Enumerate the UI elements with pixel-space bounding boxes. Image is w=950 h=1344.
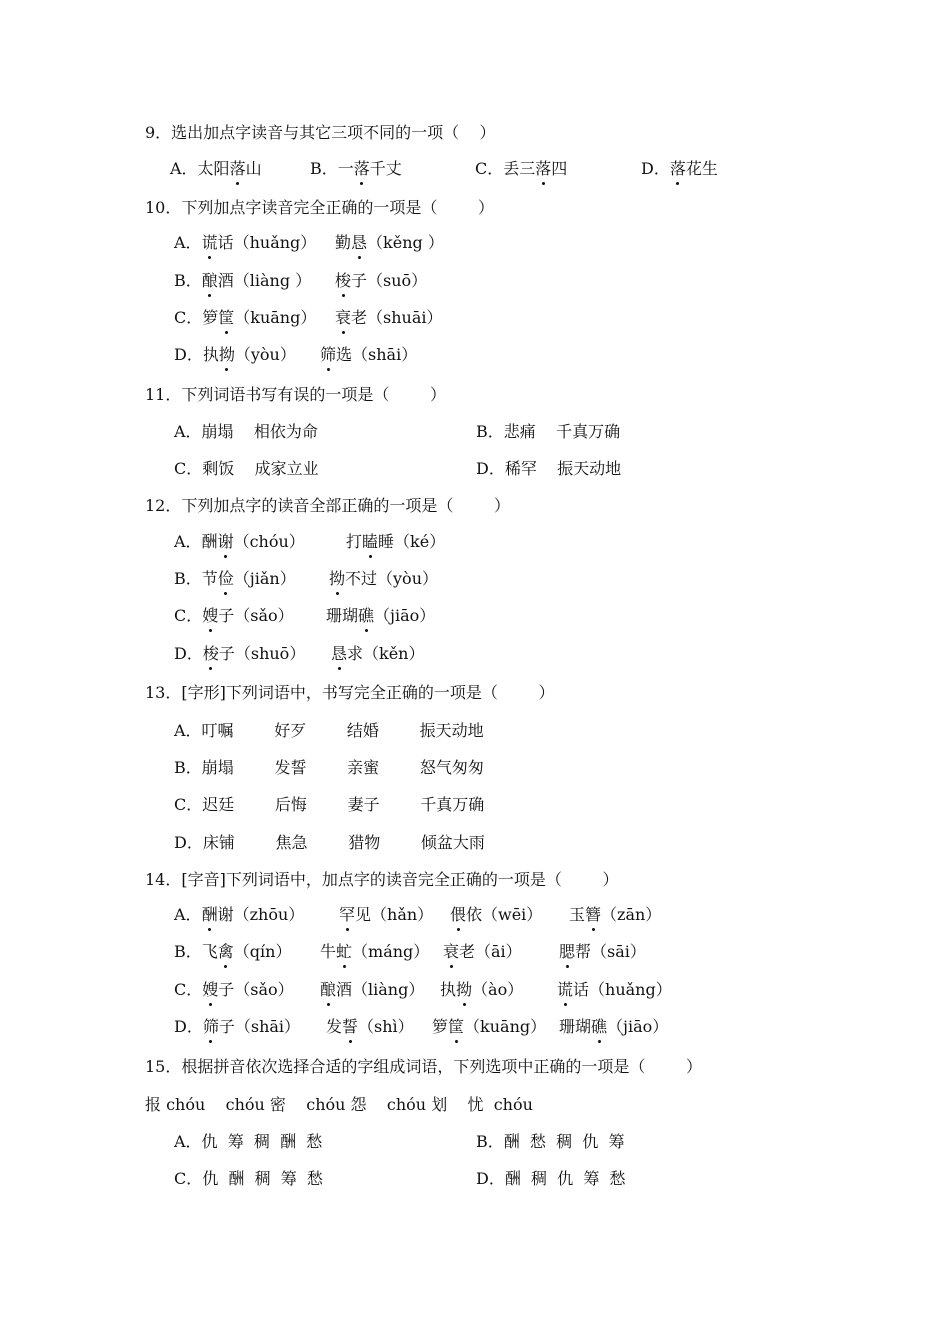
q14-option-a-1 bbox=[174, 904, 304, 926]
emphasized-char: 恳 bbox=[331, 644, 348, 663]
emphasized-char: 罕 bbox=[339, 905, 356, 924]
option-text: （jiāo） bbox=[607, 1017, 669, 1036]
q9-option-d bbox=[641, 158, 718, 180]
option-text: （jiǎn） bbox=[233, 569, 296, 588]
option-text: C．箩 bbox=[174, 308, 219, 327]
option-text: A．酬 bbox=[174, 532, 218, 551]
option-text: 睡（ké） bbox=[378, 532, 446, 551]
option-text: A．叮嘱 好歹 结婚 振天动地 bbox=[174, 721, 484, 740]
q15-option-c bbox=[174, 1168, 323, 1190]
q12-option-b-1 bbox=[174, 568, 296, 590]
q13-option-d bbox=[174, 832, 485, 854]
q12-option-c-1 bbox=[174, 605, 294, 627]
option-text: 话（huǎng） bbox=[217, 233, 317, 252]
option-text: D．床铺 焦急 猎物 倾盆大雨 bbox=[174, 833, 485, 852]
q13-stem: 13．[字形]下列词语中，书写完全正确的一项是（ ） bbox=[145, 683, 555, 702]
option-text: （zān） bbox=[601, 905, 662, 924]
option-text: 依（wēi） bbox=[466, 905, 543, 924]
option-text: C．丢三 bbox=[475, 159, 536, 178]
option-text: C． bbox=[174, 980, 203, 999]
emphasized-char: 禽 bbox=[217, 942, 234, 961]
q14-option-c-3 bbox=[440, 979, 523, 1001]
option-text: 子（sǎo） bbox=[218, 606, 294, 625]
q12-option-d-2 bbox=[331, 643, 425, 665]
emphasized-char: 筐 bbox=[448, 1017, 465, 1036]
option-text: A． bbox=[174, 905, 202, 924]
emphasized-char: 酿 bbox=[201, 271, 218, 290]
q14-option-d-4 bbox=[559, 1016, 668, 1038]
q10-option-c-2 bbox=[335, 307, 443, 329]
q15-option-a bbox=[174, 1131, 322, 1153]
option-text: 勤 bbox=[335, 233, 352, 252]
option-text: A．崩塌 相依为命 bbox=[174, 422, 318, 441]
option-text: B．酬 愁 稠 仇 筹 bbox=[476, 1132, 625, 1151]
option-text: 珊瑚 bbox=[326, 606, 359, 625]
emphasized-char: 嫂 bbox=[202, 606, 219, 625]
option-text: 花生 bbox=[685, 159, 718, 178]
q11-stem: 11．下列词语书写有误的一项是（ ） bbox=[145, 385, 447, 404]
q12-option-b-2 bbox=[329, 568, 438, 590]
q12-stem: 12．下列加点字的读音全部正确的一项是（ ） bbox=[145, 496, 511, 515]
q14-option-b-3 bbox=[443, 941, 522, 963]
q14-option-a-4 bbox=[569, 904, 661, 926]
q15-stem: 15．根据拼音依次选择合适的字组成词语，下列选项中正确的一项是（ ） bbox=[145, 1057, 703, 1076]
option-text: B．飞 bbox=[174, 942, 218, 961]
q15-option-b bbox=[476, 1131, 624, 1153]
option-text: A．仇 筹 稠 酬 愁 bbox=[174, 1132, 323, 1151]
option-text: 谢（zhōu） bbox=[217, 905, 305, 924]
q12-option-a-2 bbox=[346, 531, 445, 553]
option-text: 四 bbox=[551, 159, 568, 178]
emphasized-char: 酬 bbox=[201, 905, 218, 924]
option-text: A． bbox=[174, 233, 202, 252]
option-text: （máng） bbox=[352, 942, 430, 961]
option-text: （yòu） bbox=[234, 345, 296, 364]
q10-option-d-2 bbox=[320, 344, 417, 366]
q14-option-d-3 bbox=[432, 1016, 546, 1038]
option-text: C．迟廷 后悔 妻子 千真万确 bbox=[174, 795, 485, 814]
option-text: 发 bbox=[326, 1017, 343, 1036]
option-text: 山 bbox=[245, 159, 262, 178]
option-text: （kěng ） bbox=[367, 233, 444, 252]
option-text: B．悲痛 千真万确 bbox=[476, 422, 621, 441]
option-text: 求（kěn） bbox=[347, 644, 425, 663]
q14-option-d-2 bbox=[326, 1016, 414, 1038]
emphasized-char: 谎 bbox=[557, 980, 574, 999]
q10-option-b-2 bbox=[335, 270, 427, 292]
option-text: C．剩饭 成家立业 bbox=[174, 459, 319, 478]
q9-stem: 9．选出加点字读音与其它三项不同的一项（ ） bbox=[145, 123, 496, 142]
option-text: 珊瑚 bbox=[559, 1017, 592, 1036]
emphasized-char: 虻 bbox=[336, 942, 353, 961]
q10-option-a-1 bbox=[174, 232, 316, 254]
emphasized-char: 礁 bbox=[358, 606, 375, 625]
option-text: 千丈 bbox=[369, 159, 402, 178]
q13-option-b bbox=[174, 757, 484, 779]
emphasized-char: 筐 bbox=[218, 308, 235, 327]
q9-option-c bbox=[475, 158, 567, 180]
option-text: 子（shāi） bbox=[218, 1017, 301, 1036]
emphasized-char: 谢 bbox=[217, 532, 234, 551]
emphasized-char: 拗 bbox=[218, 345, 235, 364]
q10-option-c-1 bbox=[174, 307, 316, 329]
option-text: D． bbox=[641, 159, 670, 178]
emphasized-char: 落 bbox=[353, 159, 370, 178]
option-text: （ào） bbox=[472, 980, 524, 999]
option-text: 执 bbox=[440, 980, 457, 999]
option-text: C． bbox=[174, 606, 203, 625]
emphasized-char: 嫂 bbox=[202, 980, 219, 999]
q14-option-b-2 bbox=[320, 941, 429, 963]
emphasized-char: 拗 bbox=[456, 980, 473, 999]
emphasized-char: 偎 bbox=[450, 905, 467, 924]
option-text: B． bbox=[174, 271, 202, 290]
q10-option-b-1 bbox=[174, 270, 311, 292]
emphasized-char: 梭 bbox=[202, 644, 219, 663]
q13-option-c bbox=[174, 794, 484, 816]
q14-option-b-4 bbox=[559, 941, 646, 963]
q10-option-a-2 bbox=[335, 232, 444, 254]
option-text: 选（shāi） bbox=[336, 345, 418, 364]
option-text: 老（āi） bbox=[459, 942, 522, 961]
option-text: D．稀罕 振天动地 bbox=[476, 459, 622, 478]
option-text: 打 bbox=[346, 532, 363, 551]
q14-option-a-3 bbox=[450, 904, 542, 926]
option-text: （kuāng） bbox=[234, 308, 317, 327]
option-text: 箩 bbox=[432, 1017, 449, 1036]
emphasized-char: 梭 bbox=[335, 271, 352, 290]
q14-option-b-1 bbox=[174, 941, 291, 963]
emphasized-char: 拗 bbox=[329, 569, 346, 588]
option-text: D．执 bbox=[174, 345, 219, 364]
option-text: 玉 bbox=[569, 905, 586, 924]
emphasized-char: 腮 bbox=[559, 942, 576, 961]
option-text: D． bbox=[174, 644, 203, 663]
q10-option-d-1 bbox=[174, 344, 296, 366]
emphasized-char: 瞌 bbox=[362, 532, 379, 551]
option-text: B．崩塌 发誓 亲蜜 怒气匆匆 bbox=[174, 758, 484, 777]
q11-option-c bbox=[174, 458, 319, 480]
q13-option-a bbox=[174, 720, 484, 742]
option-text: （kuāng） bbox=[464, 1017, 547, 1036]
q14-stem: 14．[字音]下列词语中，加点字的读音完全正确的一项是（ ） bbox=[145, 870, 619, 889]
q10-stem: 10．下列加点字读音完全正确的一项是（ ） bbox=[145, 198, 495, 217]
option-text: C．仇 酬 稠 筹 愁 bbox=[174, 1169, 323, 1188]
q12-option-a-1 bbox=[174, 531, 305, 553]
option-text: D．酬 稠 仇 筹 愁 bbox=[476, 1169, 626, 1188]
option-text: 酒（liàng ） bbox=[217, 271, 312, 290]
option-text: 子（sǎo） bbox=[218, 980, 294, 999]
q15-option-d bbox=[476, 1168, 626, 1190]
option-text: 老（shuāi） bbox=[351, 308, 443, 327]
q14-option-a-2 bbox=[339, 904, 433, 926]
option-text: （jiāo） bbox=[374, 606, 436, 625]
emphasized-char: 落 bbox=[669, 159, 686, 178]
q12-option-d-1 bbox=[174, 643, 305, 665]
option-text: 不过（yòu） bbox=[345, 569, 438, 588]
emphasized-char: 筛 bbox=[202, 1017, 219, 1036]
q14-option-d-1 bbox=[174, 1016, 300, 1038]
option-text: （shì） bbox=[358, 1017, 414, 1036]
q15-pinyin-prompt: 报 chóu chóu 密 chóu 怨 chóu 划 忧 chóu bbox=[145, 1095, 533, 1114]
option-text: （chóu） bbox=[233, 532, 305, 551]
option-text: 酒（liàng） bbox=[336, 980, 425, 999]
option-text: A．太阳 bbox=[170, 159, 230, 178]
emphasized-char: 筛 bbox=[320, 345, 337, 364]
option-text: 牛 bbox=[320, 942, 337, 961]
q14-option-c-4 bbox=[557, 979, 672, 1001]
option-text: （qín） bbox=[233, 942, 292, 961]
emphasized-char: 簪 bbox=[585, 905, 602, 924]
q11-option-b bbox=[476, 421, 620, 443]
emphasized-char: 礁 bbox=[591, 1017, 608, 1036]
emphasized-char: 誓 bbox=[342, 1017, 359, 1036]
emphasized-char: 酿 bbox=[320, 980, 337, 999]
q11-option-a bbox=[174, 421, 318, 443]
option-text: B．节 bbox=[174, 569, 218, 588]
option-text: 话（huǎng） bbox=[573, 980, 672, 999]
q9-option-b bbox=[310, 158, 402, 180]
option-text: 子（shuō） bbox=[218, 644, 306, 663]
option-text: 见（hǎn） bbox=[355, 905, 434, 924]
q12-option-c-2 bbox=[326, 605, 435, 627]
option-text: D． bbox=[174, 1017, 203, 1036]
q14-option-c-1 bbox=[174, 979, 294, 1001]
emphasized-char: 落 bbox=[229, 159, 246, 178]
emphasized-char: 衰 bbox=[443, 942, 460, 961]
emphasized-char: 俭 bbox=[217, 569, 234, 588]
q14-option-c-2 bbox=[320, 979, 424, 1001]
emphasized-char: 谎 bbox=[201, 233, 218, 252]
option-text: 子（suō） bbox=[351, 271, 428, 290]
option-text: B．一 bbox=[310, 159, 354, 178]
q9-option-a bbox=[170, 158, 262, 180]
option-text: 帮（sāi） bbox=[575, 942, 646, 961]
q11-option-d bbox=[476, 458, 621, 480]
emphasized-char: 落 bbox=[535, 159, 552, 178]
emphasized-char: 衰 bbox=[335, 308, 352, 327]
emphasized-char: 恳 bbox=[351, 233, 368, 252]
